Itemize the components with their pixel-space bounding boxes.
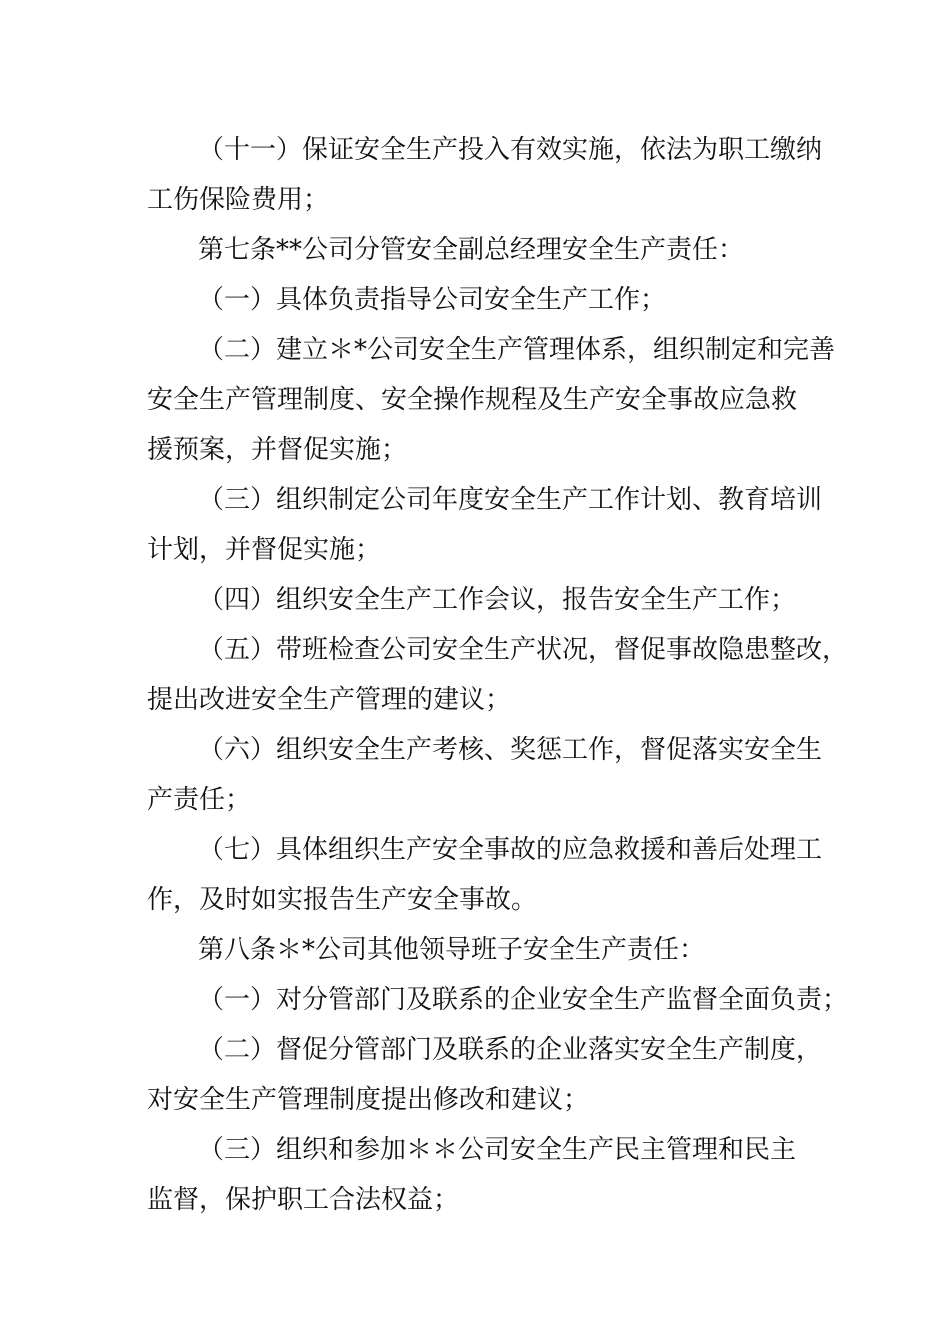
- text-line: （二）督促分管部门及联系的企业落实安全生产制度，: [198, 1035, 823, 1065]
- text-line: （五）带班检查公司安全生产状况，督促事故隐患整改，: [198, 635, 849, 665]
- text-line: （三）组织制定公司年度安全生产工作计划、教育培训: [198, 485, 823, 515]
- article-heading: 第七条**公司分管安全副总经理安全生产责任：: [198, 235, 745, 265]
- text-line: （七）具体组织生产安全事故的应急救援和善后处理工: [198, 835, 823, 865]
- text-line: （一）具体负责指导公司安全生产工作；: [198, 285, 667, 315]
- text-line: （六）组织安全生产考核、奖惩工作，督促落实安全生: [198, 735, 823, 765]
- text-line: 提出改进安全生产管理的建议；: [147, 685, 512, 715]
- text-line: （一）对分管部门及联系的企业安全生产监督全面负责；: [198, 985, 849, 1015]
- text-line: 监督，保护职工合法权益；: [147, 1185, 460, 1215]
- text-line: 产责任；: [147, 785, 252, 815]
- text-line: （二）建立＊*公司安全生产管理体系，组织制定和完善: [198, 335, 836, 365]
- text-line: （四）组织安全生产工作会议，报告安全生产工作；: [198, 585, 797, 615]
- text-line: 对安全生产管理制度提出修改和建议；: [147, 1085, 590, 1115]
- text-line: （十一）保证安全生产投入有效实施，依法为职工缴纳: [198, 135, 823, 165]
- text-line: （三）组织和参加＊＊公司安全生产民主管理和民主: [198, 1135, 797, 1165]
- text-line: 安全生产管理制度、安全操作规程及生产安全事故应急救: [147, 385, 798, 415]
- article-heading: 第八条＊*公司其他领导班子安全生产责任：: [198, 935, 706, 965]
- text-line: 工伤保险费用；: [147, 185, 330, 215]
- text-line: 计划，并督促实施；: [147, 535, 382, 565]
- text-line: 援预案，并督促实施；: [147, 435, 408, 465]
- text-line: 作，及时如实报告生产安全事故。: [147, 885, 538, 915]
